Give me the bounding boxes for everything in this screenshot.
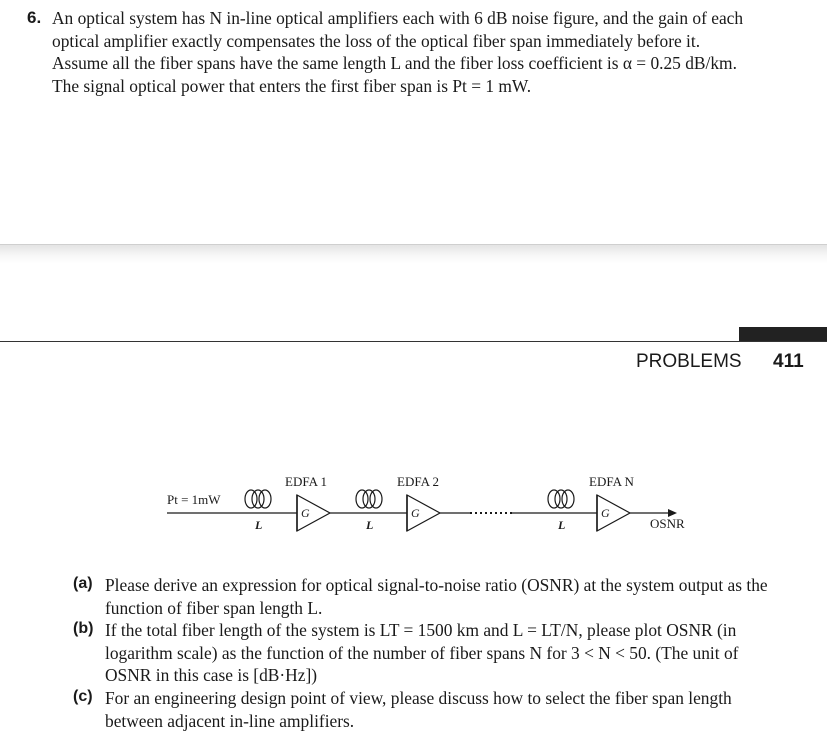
problem-number: 6. (27, 8, 42, 27)
amplifier-label: EDFA N (589, 474, 634, 489)
intro-line: The signal optical power that enters the first fiber span is Pt = 1 mW. (52, 75, 532, 96)
part-line: function of fiber span length L. (105, 597, 323, 618)
gain-label: G (601, 506, 610, 520)
part-line: OSNR in this case is [dB·Hz]) (105, 665, 318, 685)
part-line: between adjacent in-line amplifiers. (105, 710, 355, 731)
span-length-label: L (558, 518, 566, 532)
part-line: For an engineering design point of view, please discuss how to select the fiber span length (105, 688, 732, 708)
part-line: Please derive an expression for optical signal-to-noise ratio (OSNR) at the system output as the (105, 575, 768, 595)
part-b-label: (b) (73, 620, 94, 637)
span-length-label: L (366, 518, 374, 532)
amplifier-chain-diagram (0, 465, 827, 545)
intro-line: An optical system has N in-line optical amplifiers each with 6 dB noise figure, and the gain of each (52, 8, 744, 28)
amplifier-label: EDFA 1 (285, 474, 328, 489)
part-c-text (105, 687, 825, 732)
section-title: PROBLEMS (636, 351, 742, 372)
part-c-label: (c) (73, 688, 93, 705)
output-label: OSNR (650, 516, 685, 531)
header-bar (739, 327, 827, 342)
page-break-line (0, 244, 827, 245)
span-length-label: L (255, 518, 263, 532)
part-a-label: (a) (73, 575, 93, 592)
part-line: If the total fiber length of the system is LT = 1500 km and L = LT/N, please plot OSNR (in (105, 620, 737, 640)
fiber-coil-icon (548, 490, 574, 508)
part-line: logarithm scale) as the function of the number of fiber spans N for 3 < N < 50. (The unit of (105, 642, 739, 663)
fiber-coil-icon (356, 490, 382, 508)
input-power-label: Pt = 1mW (167, 492, 221, 507)
page-number: 411 (773, 351, 804, 372)
gain-label: G (411, 506, 420, 520)
intro-line: Assume all the fiber spans have the same length L and the fiber loss coefficient is α = 0.25 dB/km. (52, 53, 737, 73)
header-rule (0, 341, 827, 342)
amplifier-label: EDFA 2 (397, 474, 440, 489)
problem-intro (52, 7, 822, 97)
part-a-text (105, 574, 825, 619)
intro-line: optical amplifier exactly compensates the loss of the optical fiber span immediately before it. (52, 30, 701, 51)
fiber-coil-icon (245, 490, 271, 508)
part-b-text (105, 619, 825, 687)
gain-label: G (301, 506, 310, 520)
page-break (0, 244, 827, 264)
